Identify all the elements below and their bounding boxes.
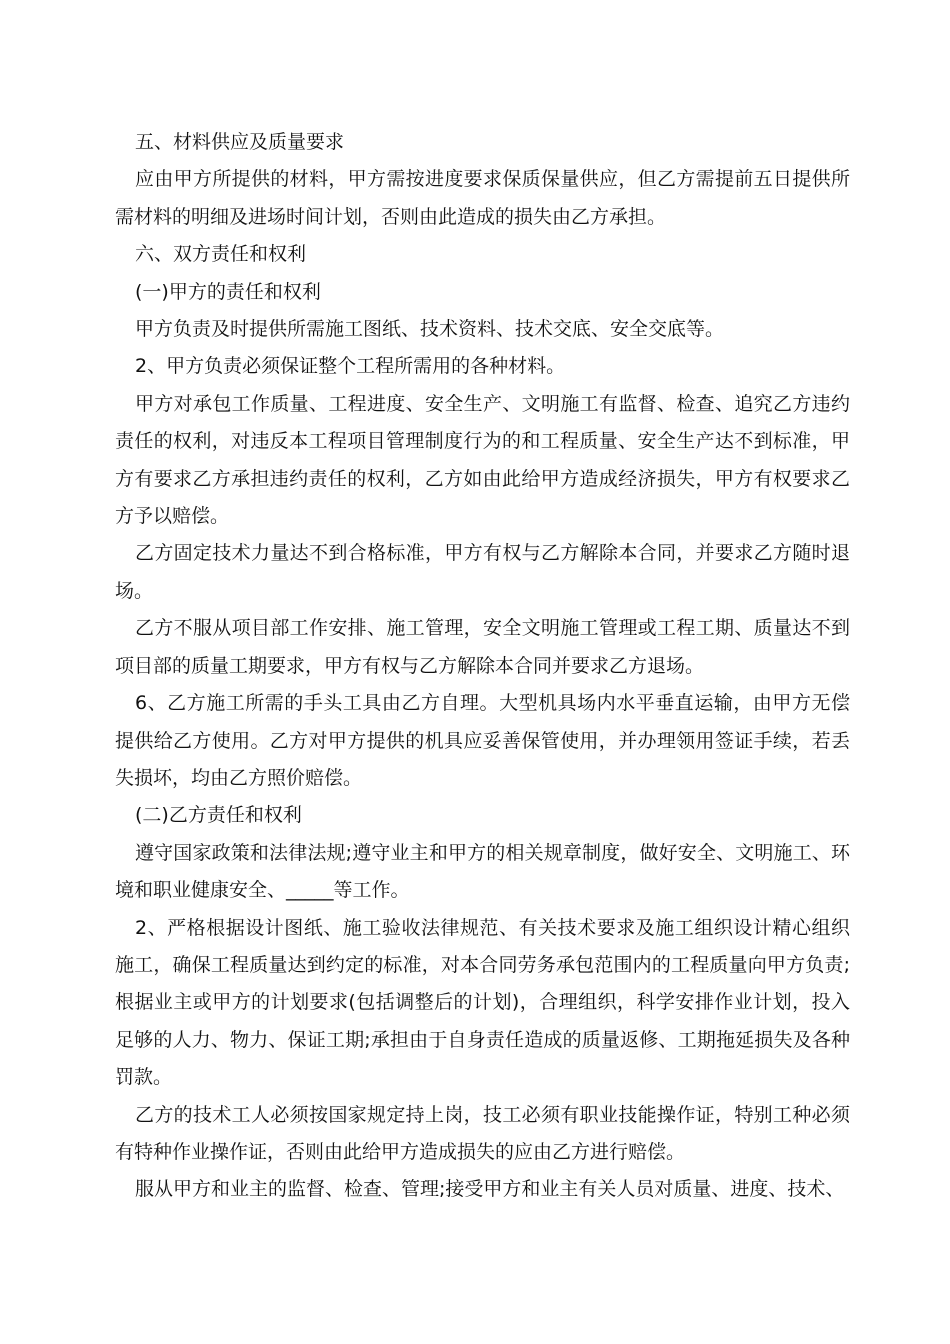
paragraph-tools: 6、乙方施工所需的手头工具由乙方自理。大型机具场内水平垂直运输，由甲方无偿提供给乙方使用。乙方对甲方提供的机具应妥善保管使用，并办理领用签证手续，若丢失损坏，均由乙方照价赔偿。 bbox=[115, 692, 850, 789]
paragraph-materials-supply: 应由甲方所提供的材料，甲方需按进度要求保质保量供应，但乙方需提前五日提供所需材料的明细及进场时间计划，否则由此造成的损失由乙方承担。 bbox=[115, 168, 850, 228]
paragraph-party-a-supervision: 甲方对承包工作质量、工程进度、安全生产、文明施工有监督、检查、追究乙方违约责任的权利，对违反本工程项目管理制度行为的和工程质量、安全生产达不到标准，甲方有要求乙方承担违约责任的权利，乙方如由此给甲方造成经济损失，甲方有权要求乙方予以赔偿。 bbox=[115, 392, 850, 528]
paragraph-party-a-technical-force: 乙方固定技术力量达不到合格标准，甲方有权与乙方解除本合同，并要求乙方随时退场。 bbox=[115, 542, 850, 602]
paragraph-party-b-compliance: 遵守国家政策和法律法规;遵守业主和甲方的相关规章制度，做好安全、文明施工、环境和职业健康安全、_____等工作。 bbox=[115, 841, 850, 902]
document-body bbox=[115, 124, 850, 1209]
subsection-heading-party-b: (二)乙方责任和权利 bbox=[135, 804, 302, 827]
paragraph-party-a-drawings: 甲方负责及时提供所需施工图纸、技术资料、技术交底、安全交底等。 bbox=[135, 318, 725, 341]
paragraph-party-b-construction: 2、严格根据设计图纸、施工验收法律规范、有关技术要求及施工组织设计精心组织施工，确保工程质量达到约定的标准，对本合同劳务承包范围内的工程质量向甲方负责;根据业主或甲方的计划要求(包括调整后的计划)，合理组织，科学安排作业计划，投入足够的人力、物力、保证工期;承担由于自身责任造成的质量返修、工期拖延损失及各种罚款。 bbox=[115, 916, 850, 1089]
paragraph-party-a-termination: 乙方不服从项目部工作安排、施工管理，安全文明施工管理或工程工期、质量达不到项目部的质量工期要求，甲方有权与乙方解除本合同并要求乙方退场。 bbox=[115, 617, 850, 677]
paragraph-party-b-workers: 乙方的技术工人必须按国家规定持上岗，技工必须有职业技能操作证，特别工种必须有特种作业操作证，否则由此给甲方造成损失的应由乙方进行赔偿。 bbox=[115, 1103, 850, 1163]
section-heading-responsibilities: 六、双方责任和权利 bbox=[135, 243, 307, 266]
paragraph-party-a-materials: 2、甲方负责必须保证整个工程所需用的各种材料。 bbox=[135, 355, 566, 378]
paragraph-party-b-supervision: 服从甲方和业主的监督、检查、管理;接受甲方和业主有关人员对质量、进度、技术、 bbox=[135, 1178, 845, 1201]
section-heading-materials: 五、材料供应及质量要求 bbox=[135, 131, 345, 153]
subsection-heading-party-a: (一)甲方的责任和权利 bbox=[135, 280, 321, 303]
